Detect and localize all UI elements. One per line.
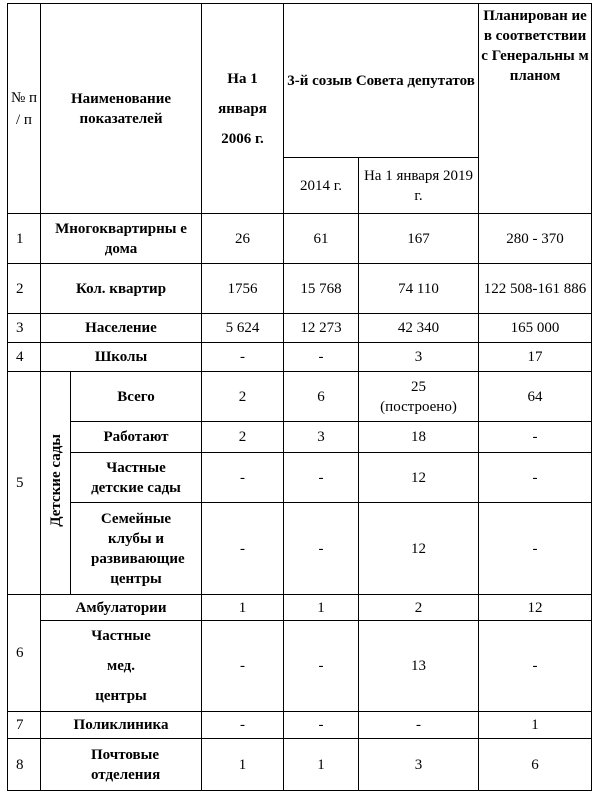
row-number: 3 xyxy=(8,314,41,343)
header-number: № п / п xyxy=(8,4,41,214)
row-name: Кол. квартир xyxy=(41,264,202,314)
header-indicator-name: Наименование показателей xyxy=(41,4,202,214)
row-name: Почтовые отделения xyxy=(41,739,202,791)
cell-2014: - xyxy=(284,503,359,595)
table-row xyxy=(8,264,592,314)
cell-2014: - xyxy=(284,453,359,503)
cell-2019: 42 340 xyxy=(359,314,479,343)
table-row xyxy=(8,422,592,453)
row-name: Поликлиника xyxy=(41,712,202,739)
cell-2019: 3 xyxy=(359,739,479,791)
cell-2019: 13 xyxy=(359,621,479,712)
table-row xyxy=(8,214,592,264)
cell-2014: 12 273 xyxy=(284,314,359,343)
table-row xyxy=(8,739,592,791)
cell-2030: 17 xyxy=(479,343,592,372)
row-name: Всего xyxy=(71,372,202,422)
table-row xyxy=(8,453,592,503)
cell-2019: 25 (построено) xyxy=(359,372,479,422)
cell-2006: 1 xyxy=(202,595,284,621)
row-name: Семейные клубы и развивающие центры xyxy=(71,503,202,595)
row-name: Население xyxy=(41,314,202,343)
cell-2006: 2 xyxy=(202,422,284,453)
cell-2006: 2 xyxy=(202,372,284,422)
cell-2030: 6 xyxy=(479,739,592,791)
row-name: Частные детские сады xyxy=(71,453,202,503)
cell-2019: 18 xyxy=(359,422,479,453)
cell-2030: 1 xyxy=(479,712,592,739)
row-number: 4 xyxy=(8,343,41,372)
header-general-plan: Планирован ие в соответствии с Генеральны м планом xyxy=(479,4,592,214)
header-jan-2006: На 1 января 2006 г. xyxy=(202,4,284,214)
cell-2006: - xyxy=(202,343,284,372)
table-row xyxy=(8,712,592,739)
cell-2006: 5 624 xyxy=(202,314,284,343)
row-number: 7 xyxy=(8,712,41,739)
table-row xyxy=(8,595,592,621)
cell-2030: - xyxy=(479,621,592,712)
header-convocation: 3-й созыв Совета депутатов xyxy=(284,4,479,158)
cell-2014: - xyxy=(284,712,359,739)
cell-2019: 12 xyxy=(359,453,479,503)
cell-2014: - xyxy=(284,621,359,712)
cell-2014: 1 xyxy=(284,739,359,791)
cell-2019: 12 xyxy=(359,503,479,595)
cell-2014: 6 xyxy=(284,372,359,422)
kindergartens-group-label: Детские сады xyxy=(47,433,64,527)
statistics-table xyxy=(7,3,592,791)
row-number: 8 xyxy=(8,739,41,791)
table-row xyxy=(8,372,592,422)
table-row xyxy=(8,314,592,343)
table-row xyxy=(8,343,592,372)
cell-2006: - xyxy=(202,453,284,503)
row-name: Многоквартирны е дома xyxy=(41,214,202,264)
cell-2014: 61 xyxy=(284,214,359,264)
cell-2030: 165 000 xyxy=(479,314,592,343)
cell-2019: 3 xyxy=(359,343,479,372)
row-name: Амбулатории xyxy=(41,595,202,621)
cell-2014: 1 xyxy=(284,595,359,621)
cell-2006: - xyxy=(202,712,284,739)
cell-2006: - xyxy=(202,621,284,712)
cell-2019: 167 xyxy=(359,214,479,264)
cell-2019: - xyxy=(359,712,479,739)
cell-2006: 1756 xyxy=(202,264,284,314)
table-row xyxy=(8,503,592,595)
row-number: 5 xyxy=(8,372,41,595)
cell-2006: 26 xyxy=(202,214,284,264)
cell-2014: 3 xyxy=(284,422,359,453)
row-name: Школы xyxy=(41,343,202,372)
header-jan-2019: На 1 января 2019 г. xyxy=(359,158,479,214)
cell-2030: - xyxy=(479,453,592,503)
row-number: 6 xyxy=(8,595,41,712)
cell-2030: - xyxy=(479,422,592,453)
cell-2014: 15 768 xyxy=(284,264,359,314)
cell-2019: 2 xyxy=(359,595,479,621)
cell-2019: 74 110 xyxy=(359,264,479,314)
kindergartens-group-cell xyxy=(41,372,71,595)
cell-2030: 64 xyxy=(479,372,592,422)
header-year-2014: 2014 г. xyxy=(284,158,359,214)
row-name: Работают xyxy=(71,422,202,453)
cell-2006: - xyxy=(202,503,284,595)
row-name: Частные мед. центры xyxy=(41,621,202,712)
cell-2030: 122 508-161 886 xyxy=(479,264,592,314)
cell-2030: 12 xyxy=(479,595,592,621)
cell-2006: 1 xyxy=(202,739,284,791)
cell-2030: - xyxy=(479,503,592,595)
row-number: 1 xyxy=(8,214,41,264)
cell-2014: - xyxy=(284,343,359,372)
cell-2030: 280 - 370 xyxy=(479,214,592,264)
row-number: 2 xyxy=(8,264,41,314)
table-row xyxy=(8,621,592,712)
